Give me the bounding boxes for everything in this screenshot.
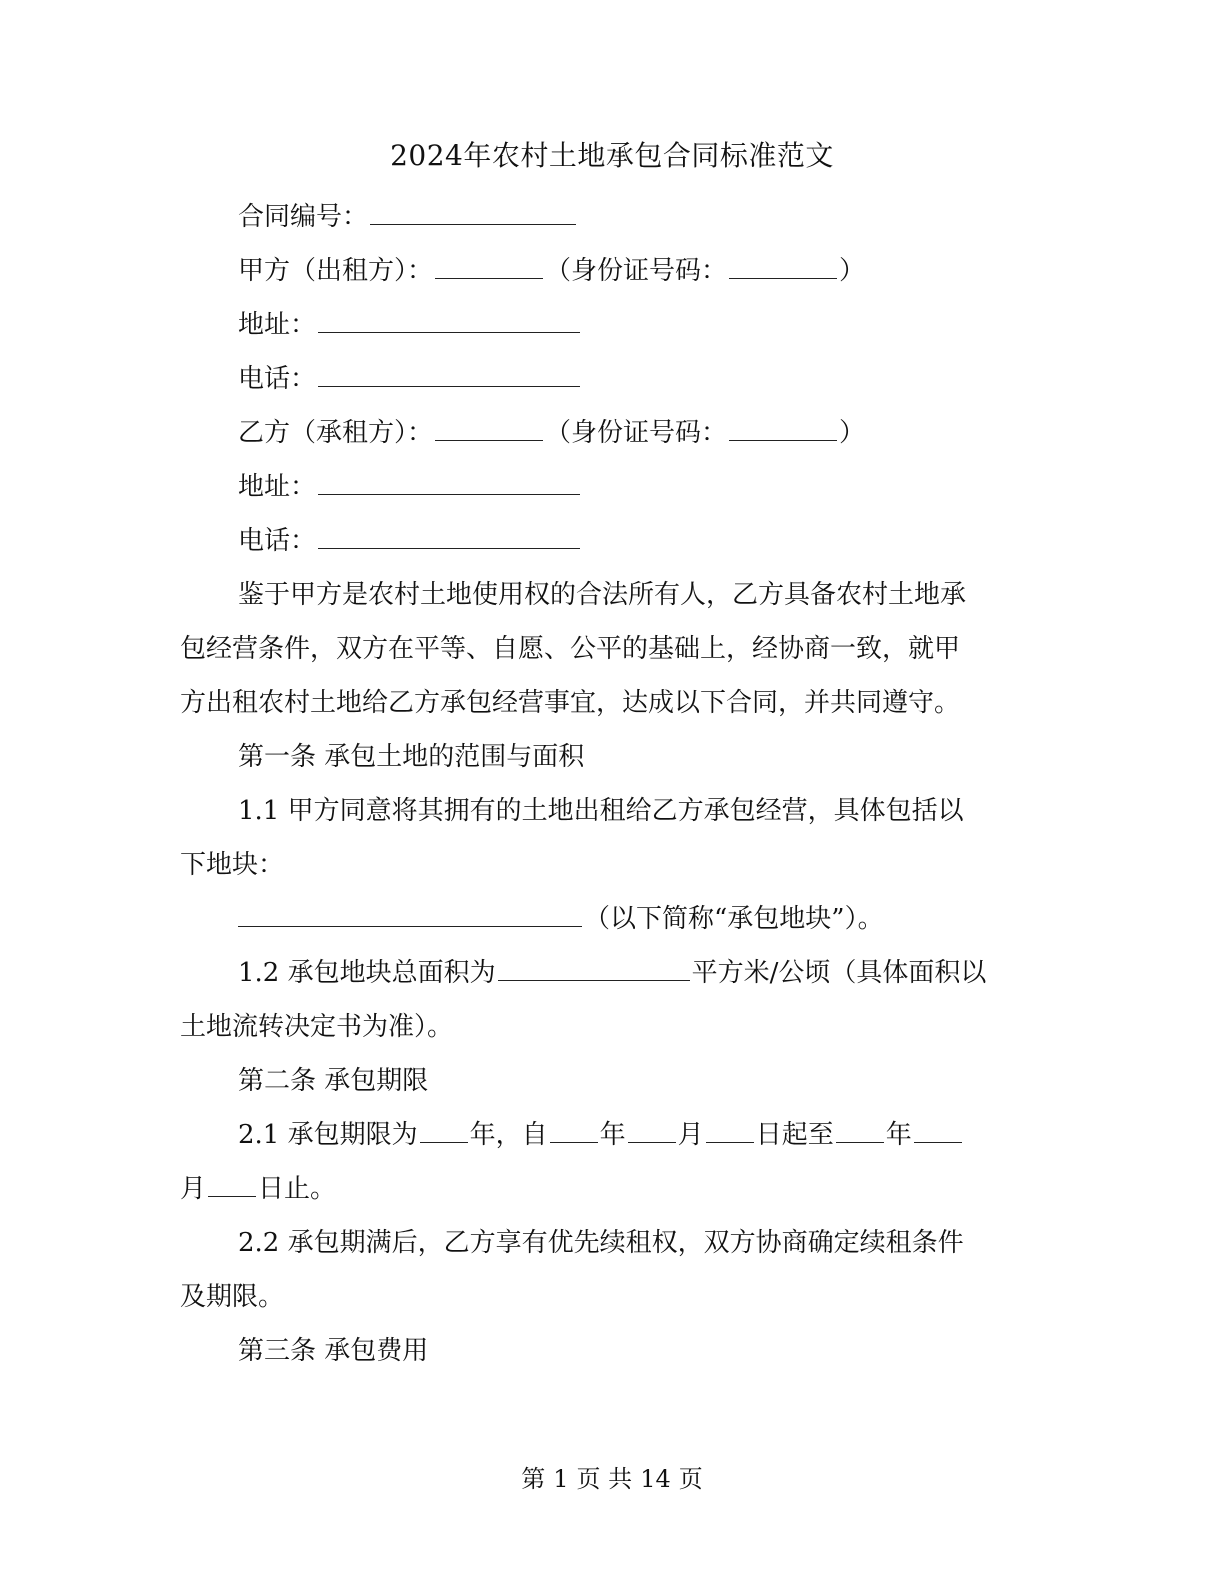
party-a-id-close: ） [839,256,866,286]
party-b-row [238,406,865,460]
clause-2-1-line-1 [238,1108,964,1162]
intro-line-2: 包经营条件，双方在平等、自愿、公平的基础上，经协商一致，就甲 [180,634,961,664]
start-month-blank[interactable] [628,1118,676,1143]
party-b-id-close: ） [839,418,866,448]
start-year-blank[interactable] [550,1118,598,1143]
party-a-phone-blank[interactable] [318,362,580,387]
area-blank[interactable] [498,956,690,981]
footer-page-mid: 页 共 [576,1465,633,1493]
party-a-id-open: （身份证号码： [545,256,728,286]
end-year-blank[interactable] [836,1118,884,1143]
clause-2-1-prefix: 2.1 承包期限为 [238,1120,418,1150]
plot-alias-text: （以下简称“承包地块”）。 [584,904,884,934]
intro-line-3: 方出租农村土地给乙方承包经营事宜，达成以下合同，并共同遵守。 [180,688,961,718]
footer-page-prefix: 第 [521,1465,546,1493]
party-a-id-blank[interactable] [729,254,837,279]
party-b-id-blank[interactable] [729,416,837,441]
from-text: ，自 [495,1120,548,1150]
clause-2-2-line-2: 及期限。 [180,1282,285,1312]
clause-2-1-line-2 [180,1162,336,1216]
party-a-name-blank[interactable] [435,254,543,279]
clause-1-2-suffix: 平方米/公顷（具体面积以 [691,958,987,988]
party-b-address-row [238,460,582,514]
start-day-unit: 日起至 [755,1120,834,1150]
term-year-unit: 年 [469,1120,496,1150]
party-a-phone-row [238,352,582,406]
party-b-id-open: （身份证号码： [545,418,728,448]
party-b-address-blank[interactable] [318,470,580,495]
page-title: 2024年农村土地承包合同标准范文 [390,139,834,172]
contract-number-label: 合同编号： [238,202,369,232]
clause-1-2-prefix: 1.2 承包地块总面积为 [238,958,496,988]
party-b-phone-row [238,514,582,568]
contract-number-row [238,190,578,244]
article-2-heading: 第二条 承包期限 [238,1066,429,1096]
end-day-unit: 日止。 [258,1174,337,1204]
party-a-address-row [238,298,582,352]
term-years-blank[interactable] [420,1118,468,1143]
start-year-unit: 年 [599,1120,626,1150]
page-footer [0,1454,1224,1504]
party-b-phone-label: 电话： [238,526,317,556]
plot-description-blank[interactable] [238,902,582,927]
footer-page-total: 14 [640,1465,671,1493]
clause-1-2-line-2: 土地流转决定书为准）。 [180,1012,454,1042]
clause-1-1-line-3 [238,892,884,946]
party-b-address-label: 地址： [238,472,317,502]
party-a-address-label: 地址： [238,310,317,340]
footer-page-suffix: 页 [678,1465,703,1493]
contract-number-blank[interactable] [370,200,576,225]
party-b-phone-blank[interactable] [318,524,580,549]
clause-2-2-line-1: 2.2 承包期满后，乙方享有优先续租权，双方协商确定续租条件 [238,1228,964,1258]
end-year-unit: 年 [885,1120,912,1150]
end-month-blank[interactable] [914,1118,962,1143]
intro-line-1: 鉴于甲方是农村土地使用权的合法所有人，乙方具备农村土地承 [238,580,967,610]
clause-1-2-line-1 [238,946,986,1000]
clause-1-1-line-2: 下地块： [180,850,285,880]
clause-1-1-line-1: 1.1 甲方同意将其拥有的土地出租给乙方承包经营，具体包括以 [238,796,964,826]
party-a-address-blank[interactable] [318,308,580,333]
end-month-unit: 月 [180,1174,207,1204]
party-b-name-blank[interactable] [435,416,543,441]
party-a-label: 甲方（出租方）： [238,256,434,286]
footer-page-current: 1 [553,1465,569,1493]
article-3-heading: 第三条 承包费用 [238,1336,429,1366]
party-a-phone-label: 电话： [238,364,317,394]
start-day-blank[interactable] [706,1118,754,1143]
end-day-blank[interactable] [208,1172,256,1197]
party-b-label: 乙方（承租方）： [238,418,434,448]
article-1-heading: 第一条 承包土地的范围与面积 [238,742,585,772]
start-month-unit: 月 [677,1120,704,1150]
party-a-row [238,244,865,298]
